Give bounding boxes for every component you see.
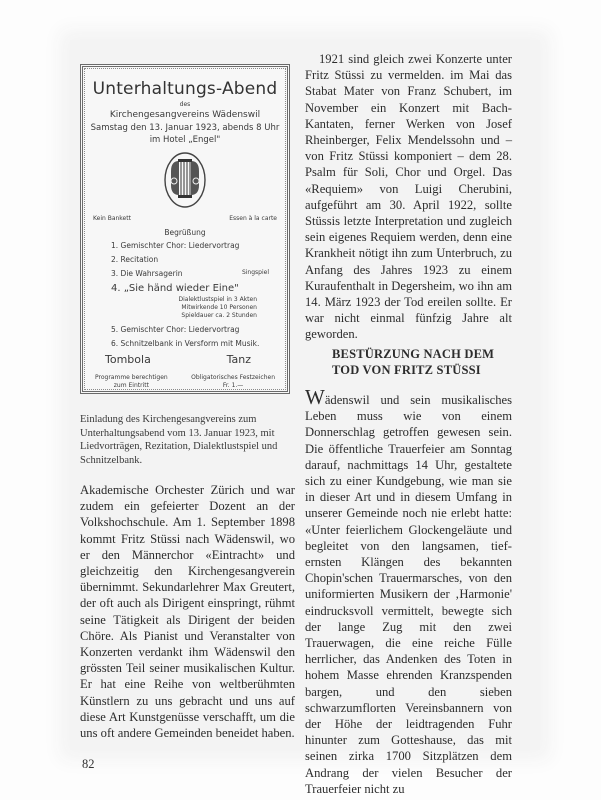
tombola-tanz xyxy=(83,353,287,366)
invitation-notes xyxy=(83,215,287,222)
paragraph: 1921 sind gleich zwei Konzerte unter Fritz Stüssi zu vermelden. im Mai das Stabat Mater von Franz Schubert, im November ein Konzert mit Bach-Kantaten, ferner Werken von Josef Rheinberger, Felix Mendelssohn und – von Fritz Stüssi komponiert – dem 28. Psalm für Soli, Chor und Orgel. Das «Requiem» von Luigi Cherubini, aufgeführt am 30. April 1922, sollte Stüssis letzte Interpretation und zugleich sein eigenes Requiem werden, denn eine Krankheit nötigt ihn zum Unterbruch, zu Anfang des Jahres 1923 zu einem Kuraufenthalt in Degersheim, wo ihn am 14. März 1923 der Tod ereilen sollte. Er war nicht einmal fünfzig Jahre alt geworden. xyxy=(305,52,512,342)
drop-cap: W xyxy=(305,385,325,409)
left-column-text xyxy=(80,482,295,741)
lyre-icon xyxy=(163,151,207,209)
invitation-card xyxy=(80,64,290,394)
tombola-label: Tombola xyxy=(105,353,151,366)
program-item: 2. Recitation xyxy=(111,255,159,264)
program-item: 1. Gemischter Chor: Liedervortrag xyxy=(111,241,240,250)
paragraph: Wädenswil und sein musikalisches Leben muss wie von einem Donnerschlag getroffen gewesen sein. Die öffentliche Trauerfeier am Sonntag darauf, nachmittags 14 Uhr, gestaltete sich zu einer Kundgebung, wie man sie in dieser Art und in diesem Umfang in unserer Gemeinde noch nie erlebt hatte: «Unter feierlichem Glockengeläute und begleitet von den langsamen, tief-ernsten Klängen des bekannten Chopin'schen Trauermarsches, von den uniformierten Musikern der ‚Harmonie' eindrucksvoll vermittelt, bewegte sich der lange Zug mit den zwei Trauerwagen, die eine reiche Fülle herrlicher, das Andenken des Toten in hohem Masse ehrenden Kranzspenden bargen, und den sieben schwarzumflorten Vereinsbannern von der Höhe der leidtragenden Fuhr hinunter zum Gotteshause, das mit seinen zirka 1700 Sitzplätzen dem Andrang der vielen Besucher der Trauerfeier nicht zu xyxy=(305,385,512,796)
program-item: 3. Die Wahrsagerin Singspiel xyxy=(111,269,269,278)
invitation-venue: im Hotel „Engel" xyxy=(149,135,221,145)
play-details: Dialektlustspiel in 3 Akten Mitwirkende 10 Personen Spieldauer ca. 2 Stunden xyxy=(178,296,257,319)
invitation-club: Kirchengesangvereins Wädenswil xyxy=(109,110,261,120)
no-banquet-note: Kein Bankett xyxy=(93,215,131,222)
invitation-title: Unterhaltungs-Abend xyxy=(92,79,278,99)
right-column-text-2 xyxy=(305,385,512,797)
program-item: 5. Gemischter Chor: Liedervortrag xyxy=(111,325,240,334)
page-number: 82 xyxy=(82,757,95,771)
entry-note: Programme berechtigen zum Eintritt xyxy=(95,374,168,389)
invitation-date: Samstag den 13. Januar 1923, abends 8 Uhr xyxy=(90,123,280,133)
badge-note: Obligatorisches Festzeichen Fr. 1.— xyxy=(191,374,275,389)
paragraph: Akademische Orchester Zürich und war zudem ein gefeierter Dozent an der Volkshochschule. Am 1. September 1898 kommt Fritz Stüssi nach Wädenswil, wo er den Männerchor «Eintracht» und gleichzeitig den Kirchengesangverein übernimmt. Sekundarlehrer Max Greutert, der oft auch als Dirigent einspringt, rühmt seine Tätigkeit als Dirigent der beiden Chöre. Als Pianist und Veranstalter von Konzerten verdankt ihm Wädenswil den grössten Teil seiner musikalischen Kultur. Er hat eine Reihe von weltberühmten Künstlern zu uns gebracht und uns auf diese Art Kunstgenüsse verschafft, um die uns oft andere Gemeinden beneidet haben. xyxy=(80,483,295,741)
a-la-carte-note: Essen à la carte xyxy=(229,215,277,222)
program-item: 6. Schnitzelbank in Versform mit Musik. xyxy=(111,339,260,348)
tanz-label: Tanz xyxy=(226,353,251,366)
right-column-text xyxy=(305,51,512,343)
figure-caption: Einladung des Kirchengesangvereins zum Unterhaltungsabend vom 13. Januar 1923, mit Liedvorträgen, Rezitation, Dialektlustspiel und Schnitzelbank. xyxy=(80,414,278,466)
invitation-footer xyxy=(83,374,287,390)
greeting: Begrüßung xyxy=(164,228,206,237)
invitation-des: des xyxy=(179,101,191,108)
section-heading: BESTÜRZUNG NACH DEM TOD VON FRITZ STÜSSI xyxy=(332,347,495,377)
program-list xyxy=(83,241,287,348)
program-item: 4. „Sie händ wieder Eine" xyxy=(111,283,239,294)
